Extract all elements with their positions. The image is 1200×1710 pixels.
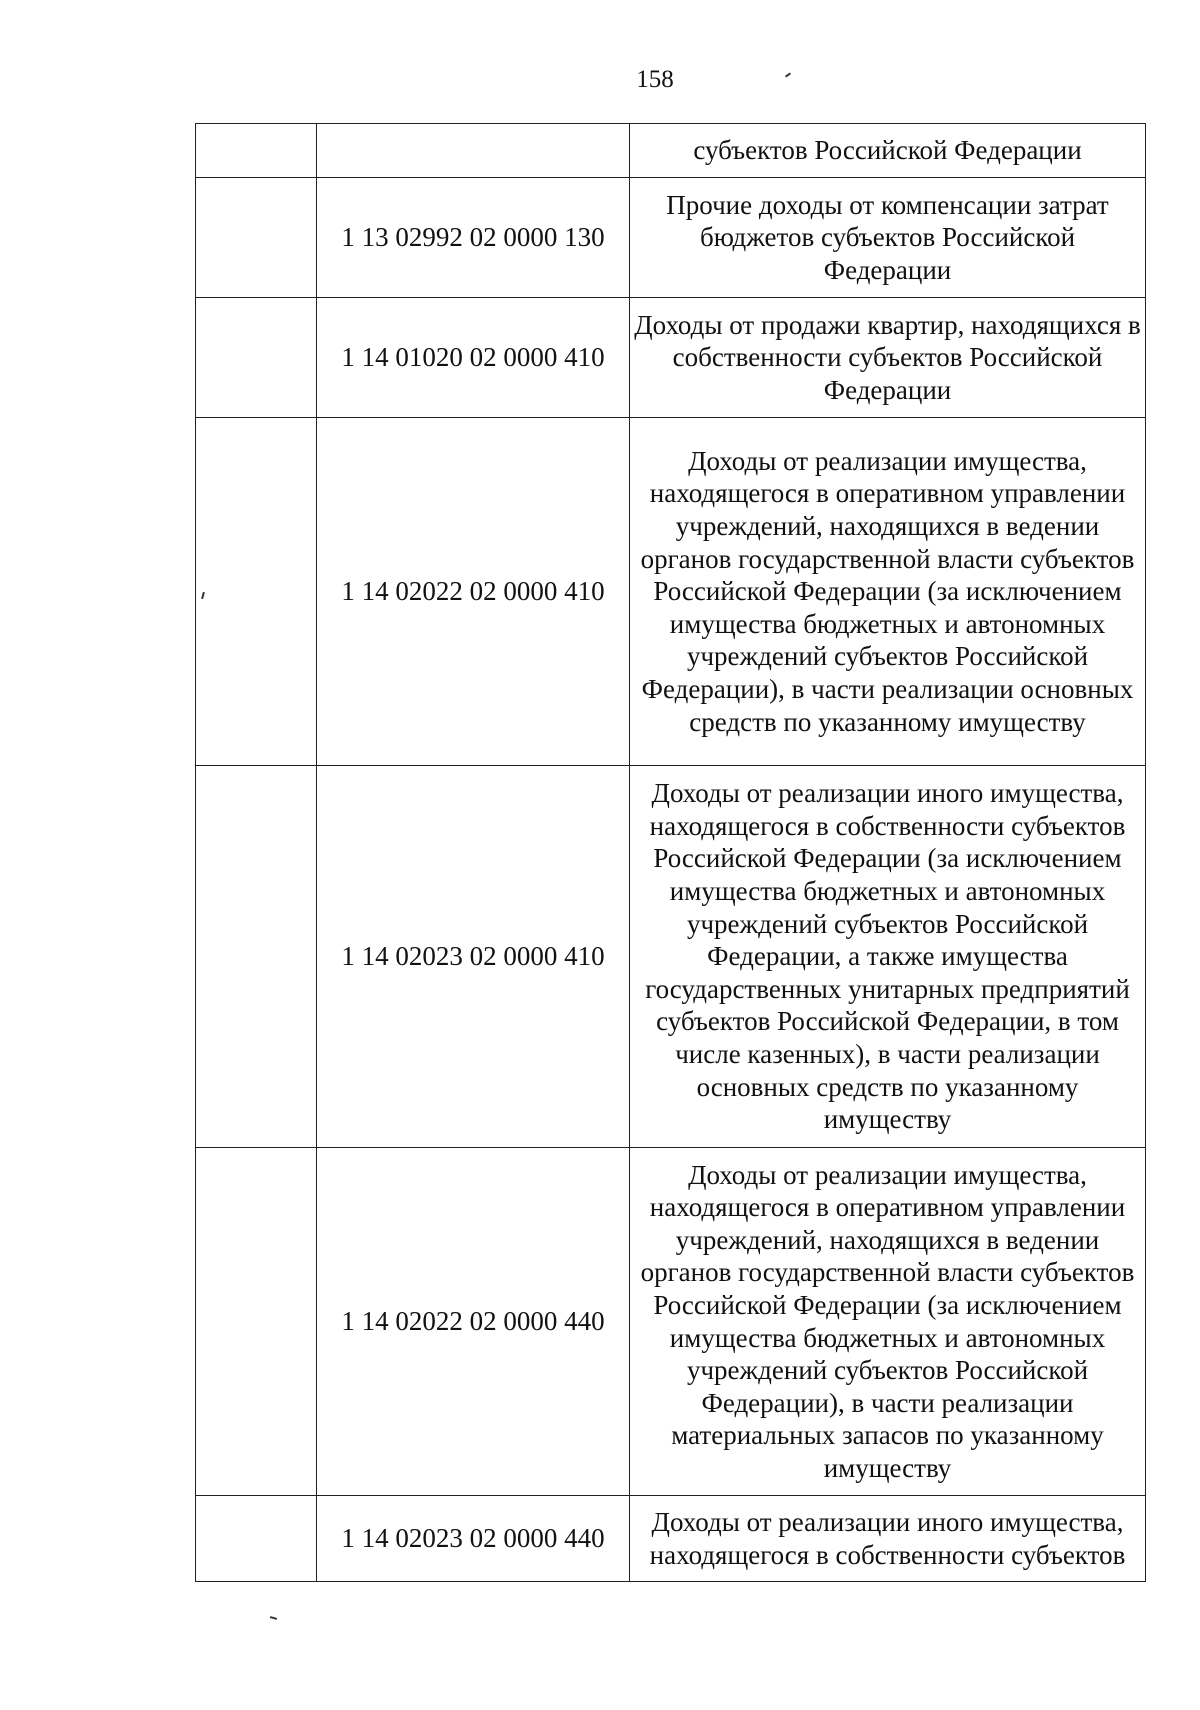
page-number: 158: [636, 66, 674, 93]
table-row: [196, 124, 1146, 178]
table-row: [196, 1148, 1146, 1496]
admin-code-cell: [196, 418, 317, 766]
revenue-description-cell: Доходы от реализации иного имущества, находящегося в собственности субъектов: [630, 1496, 1146, 1582]
revenue-code-cell: 1 14 01020 02 0000 410: [317, 298, 630, 418]
table-row: [196, 418, 1146, 766]
revenue-description-cell: Доходы от реализации имущества, находящегося в оперативном управлении учреждений, находящихся в ведении органов государственной власти субъектов Российской Федерации (за исключением имущества бюджетных и автономных учреждений субъектов Российской Федерации), в части реализации основных средств по указанному имуществу: [630, 418, 1146, 766]
table-row: [196, 766, 1146, 1148]
admin-code-cell: [196, 1496, 317, 1582]
revenue-code-cell: 1 13 02992 02 0000 130: [317, 178, 630, 298]
revenue-description-cell: Доходы от реализации иного имущества, находящегося в собственности субъектов Российской Федерации (за исключением имущества бюджетных и автономных учреждений субъектов Российской Федерации, а также имущества государственных унитарных предприятий субъектов Российской Федерации, в том числе казенных), в части реализации основных средств по указанному имуществу: [630, 766, 1146, 1148]
table-row: [196, 178, 1146, 298]
revenue-description-cell: Доходы от продажи квартир, находящихся в собственности субъектов Российской Федерации: [630, 298, 1146, 418]
admin-code-cell: [196, 766, 317, 1148]
revenue-code-cell: 1 14 02022 02 0000 410: [317, 418, 630, 766]
revenue-description-cell: субъектов Российской Федерации: [630, 124, 1146, 178]
revenue-code-cell: 1 14 02023 02 0000 440: [317, 1496, 630, 1582]
admin-code-cell: [196, 178, 317, 298]
budget-classification-table: [195, 123, 1146, 1582]
admin-code-cell: [196, 1148, 317, 1496]
revenue-description-cell: Прочие доходы от компенсации затрат бюджетов субъектов Российской Федерации: [630, 178, 1146, 298]
table-row: [196, 1496, 1146, 1582]
scan-mark: [270, 1616, 277, 1620]
table-row: [196, 298, 1146, 418]
admin-code-cell: [196, 298, 317, 418]
revenue-description-cell: Доходы от реализации имущества, находящегося в оперативном управлении учреждений, находящихся в ведении органов государственной власти субъектов Российской Федерации (за исключением имущества бюджетных и автономных учреждений субъектов Российской Федерации), в части реализации материальных запасов по указанному имуществу: [630, 1148, 1146, 1496]
revenue-code-cell: [317, 124, 630, 178]
revenue-code-cell: 1 14 02022 02 0000 440: [317, 1148, 630, 1496]
revenue-code-cell: 1 14 02023 02 0000 410: [317, 766, 630, 1148]
admin-code-cell: [196, 124, 317, 178]
